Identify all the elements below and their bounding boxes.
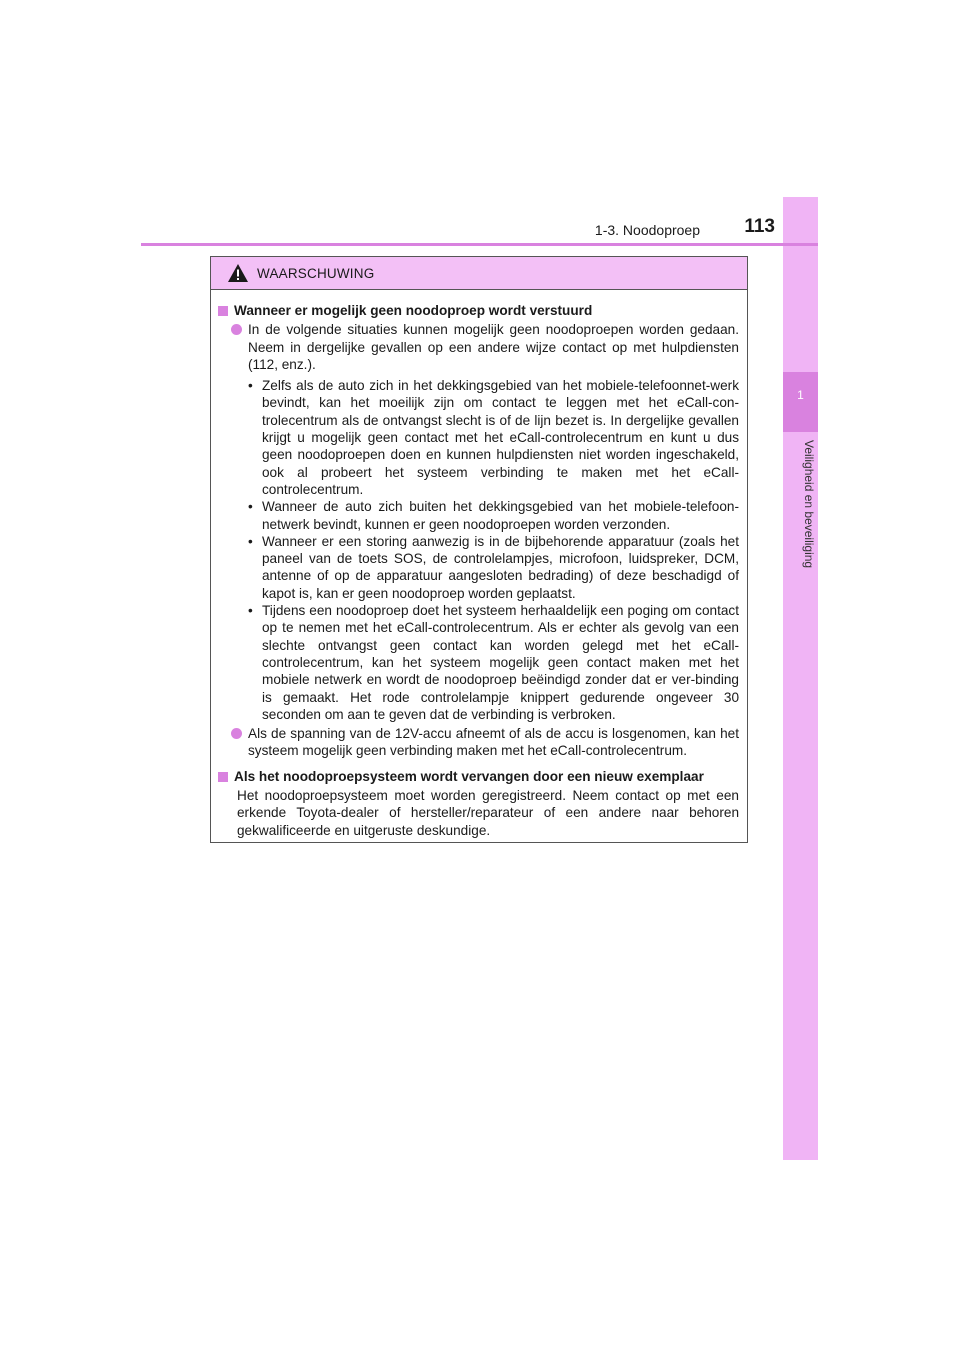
sub-item: • Wanneer er een storing aanwezig is in de bijbehorende apparatuur (zoals het paneel van de toets SOS, de controlelampjes, microfoon, luidspreker, DCM, antenne of op de apparatuur aangesloten bedrading) of deze beschadigd of kapot is, kan er geen noodoproep worden geplaatst. — [248, 533, 739, 601]
warning-header — [211, 257, 747, 290]
section-heading: Als het noodoproepsysteem wordt vervangen door een nieuw exemplaar — [218, 768, 739, 785]
side-strip — [783, 197, 818, 1160]
chapter-tab — [783, 372, 818, 432]
round-bullet-icon — [231, 324, 242, 335]
section-paragraph: Het noodoproepsysteem moet worden geregistreerd. Neem contact op met een erkende Toyota-dealer of hersteller/reparateur of een andere naar behoren gekwalificeerde en uitgeruste deskundige. — [237, 788, 739, 838]
warning-triangle-icon — [227, 263, 249, 283]
chapter-title: Veiligheid en beveiliging — [802, 440, 816, 569]
section-heading: Wanneer er mogelijk geen noodoproep wordt verstuurd — [218, 302, 739, 319]
sub-item: • Zelfs als de auto zich in het dekkingsgebied van het mobiele-telefoonnet-werk bevindt, kan het moeilijk zijn om contact te leggen met het eCall-con-trolecentrum als de ontvangst slecht is of de lijn bezet is. In dergelijke gevallen krijgt u mogelijk geen contact met het eCall-controlecentrum en kunt u dus geen noodoproepen doen en kunnen hulpdiensten niet worden ingeschakeld, ook al probeert het systeem verbinding te maken met het eCall-controlecentrum. — [248, 378, 739, 497]
header-divider — [141, 243, 818, 246]
sub-list — [248, 377, 739, 723]
square-bullet-icon — [218, 772, 228, 782]
section-title: 1-3. Noodoproep — [594, 222, 700, 238]
warning-box — [210, 256, 748, 843]
round-bullet-icon — [231, 728, 242, 739]
square-bullet-icon — [218, 306, 228, 316]
sub-item: • Wanneer de auto zich buiten het dekkingsgebied van het mobiele-telefoon-netwerk bevindt, kunnen er geen noodoproepen worden verzonden. — [248, 499, 739, 532]
warning-body — [211, 290, 747, 839]
sub-item: • Tijdens een noodoproep doet het systeem herhaaldelijk een poging om contact op te nemen met het eCall-controlecentrum. Als er echter als gevolg van een slechte ontvangst geen contact kan worden gelegd met het eCall-controlecentrum, kan het systeem mogelijk geen contact maken met het mobiele netwerk en wordt de noodoproep beëindigd zonder dat er ver-binding is gemaakt. Het rode controlelampje knippert gedurende ongeveer 30 seconden om aan te geven dat de verbinding is verbroken. — [248, 603, 739, 722]
chapter-number: 1 — [797, 388, 804, 402]
page-number: 113 — [744, 216, 775, 237]
warning-title: WAARSCHUWING — [257, 265, 375, 281]
bullet-item: In de volgende situaties kunnen mogelijk geen noodoproepen worden gedaan. Neem in dergelijke gevallen op een andere wijze contact op met hulpdiensten (112, enz.). — [218, 321, 739, 373]
bullet-item: Als de spanning van de 12V-accu afneemt of als de accu is losgenomen, kan het systeem mogelijk geen verbinding maken met het eCall-controlecentrum. — [218, 725, 739, 760]
